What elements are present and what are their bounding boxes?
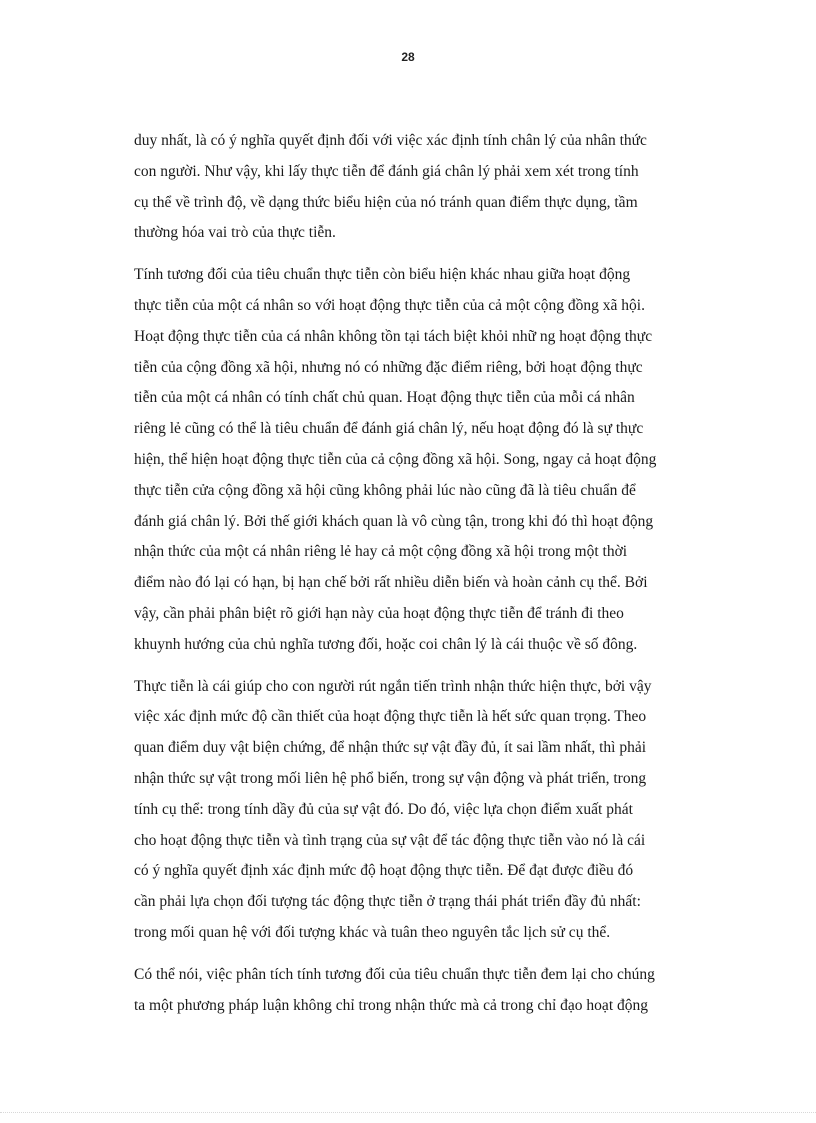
text-line: việc xác định mức độ cần thiết của hoạt động thực tiễn là hết sức quan trọng. Theo (134, 708, 647, 726)
text-line: điểm nào đó lại có hạn, bị hạn chế bởi rất nhiều diễn biến và hoàn cảnh cụ thể. Bởi (134, 574, 648, 592)
page-bottom-divider (0, 1112, 816, 1113)
text-line: đánh giá chân lý. Bởi thế giới khách quan là vô cùng tận, trong khi đó thì hoạt động (134, 512, 654, 530)
text-line: tiễn của một cá nhân có tính chất chủ quan. Hoạt động thực tiễn của mỗi cá nhân (134, 389, 635, 407)
text-line: có ý nghĩa quyết định xác định mức độ hoạt động thực tiễn. Để đạt được điều đó (134, 862, 634, 880)
text-line: cần phải lựa chọn đối tượng tác động thực tiễn ở trạng thái phát triển đầy đủ nhất: (134, 893, 641, 911)
text-line: ta một phương pháp luận không chỉ trong nhận thức mà cả trong chỉ đạo hoạt động (134, 996, 648, 1014)
text-line: tính cụ thể: trong tính dầy đủ của sự vật đó. Do đó, việc lựa chọn điểm xuất phát (134, 800, 633, 818)
text-line: nhận thức của một cá nhân riêng lẻ hay cả một cộng đồng xã hội trong một thời (134, 543, 628, 561)
text-line: vậy, cần phải phân biệt rõ giới hạn này của hoạt động thực tiễn để tránh đi theo (134, 604, 624, 622)
text-line: quan điểm duy vật biện chứng, để nhận thức sự vật đầy đủ, ít sai lầm nhất, thì phải (134, 739, 647, 757)
paragraph-3 (134, 672, 740, 949)
text-line: tiễn của cộng đồng xã hội, nhưng nó có những đặc điểm riêng, bởi hoạt động thực (134, 358, 643, 376)
text-line: trong mối quan hệ với đối tượng khác và tuân theo nguyên tắc lịch sử cụ thể. (134, 923, 611, 941)
text-line: thực tiễn cửa cộng đồng xã hội cũng không phải lúc nào cũng đã là tiêu chuẩn để (134, 481, 636, 499)
text-line: Thực tiễn là cái giúp cho con người rút ngắn tiến trình nhận thức hiện thực, bởi vậy (134, 677, 652, 695)
paragraph-4 (134, 960, 740, 1022)
text-line: thực tiễn của một cá nhân so với hoạt động thực tiễn của cả một cộng đồng xã hội. (134, 296, 645, 314)
text-line: hiện, thể hiện hoạt động thực tiễn của cả cộng đồng xã hội. Song, ngay cả hoạt động (134, 450, 657, 468)
text-line: thường hóa vai trò của thực tiễn. (134, 224, 336, 242)
text-line: riêng lẻ cũng có thể là tiêu chuẩn để đánh giá chân lý, nếu hoạt động đó là sự thực (134, 420, 644, 438)
paragraph-2 (134, 260, 740, 660)
text-line: khuynh hướng của chủ nghĩa tương đối, hoặc coi chân lý là cái thuộc về số đông. (134, 635, 638, 653)
text-line: con người. Như vậy, khi lấy thực tiễn để đánh giá chân lý phải xem xét trong tính (134, 162, 639, 180)
document-body (134, 126, 740, 1032)
page-number: 28 (401, 50, 415, 64)
text-line: cho hoạt động thực tiễn và tình trạng của sự vật để tác động thực tiễn vào nó là cái (134, 831, 646, 849)
text-line: Có thể nói, việc phân tích tính tương đối của tiêu chuẩn thực tiễn đem lại cho chúng (134, 965, 655, 983)
text-line: Tính tương đối của tiêu chuẩn thực tiễn còn biểu hiện khác nhau giữa hoạt động (134, 266, 631, 284)
text-line: nhận thức sự vật trong mối liên hệ phổ biến, trong sự vận động và phát triển, trong (134, 769, 647, 787)
text-line: duy nhất, là có ý nghĩa quyết định đối với việc xác định tính chân lý của nhân thức (134, 132, 647, 149)
text-line: Hoạt động thực tiễn của cá nhân không tồn tại tách biệt khỏi nhữ ng hoạt động thực (134, 327, 653, 345)
text-line: cụ thể về trình độ, về dạng thức biểu hiện của nó tránh quan điểm thực dụng, tầm (134, 193, 638, 211)
paragraph-1 (134, 126, 740, 249)
